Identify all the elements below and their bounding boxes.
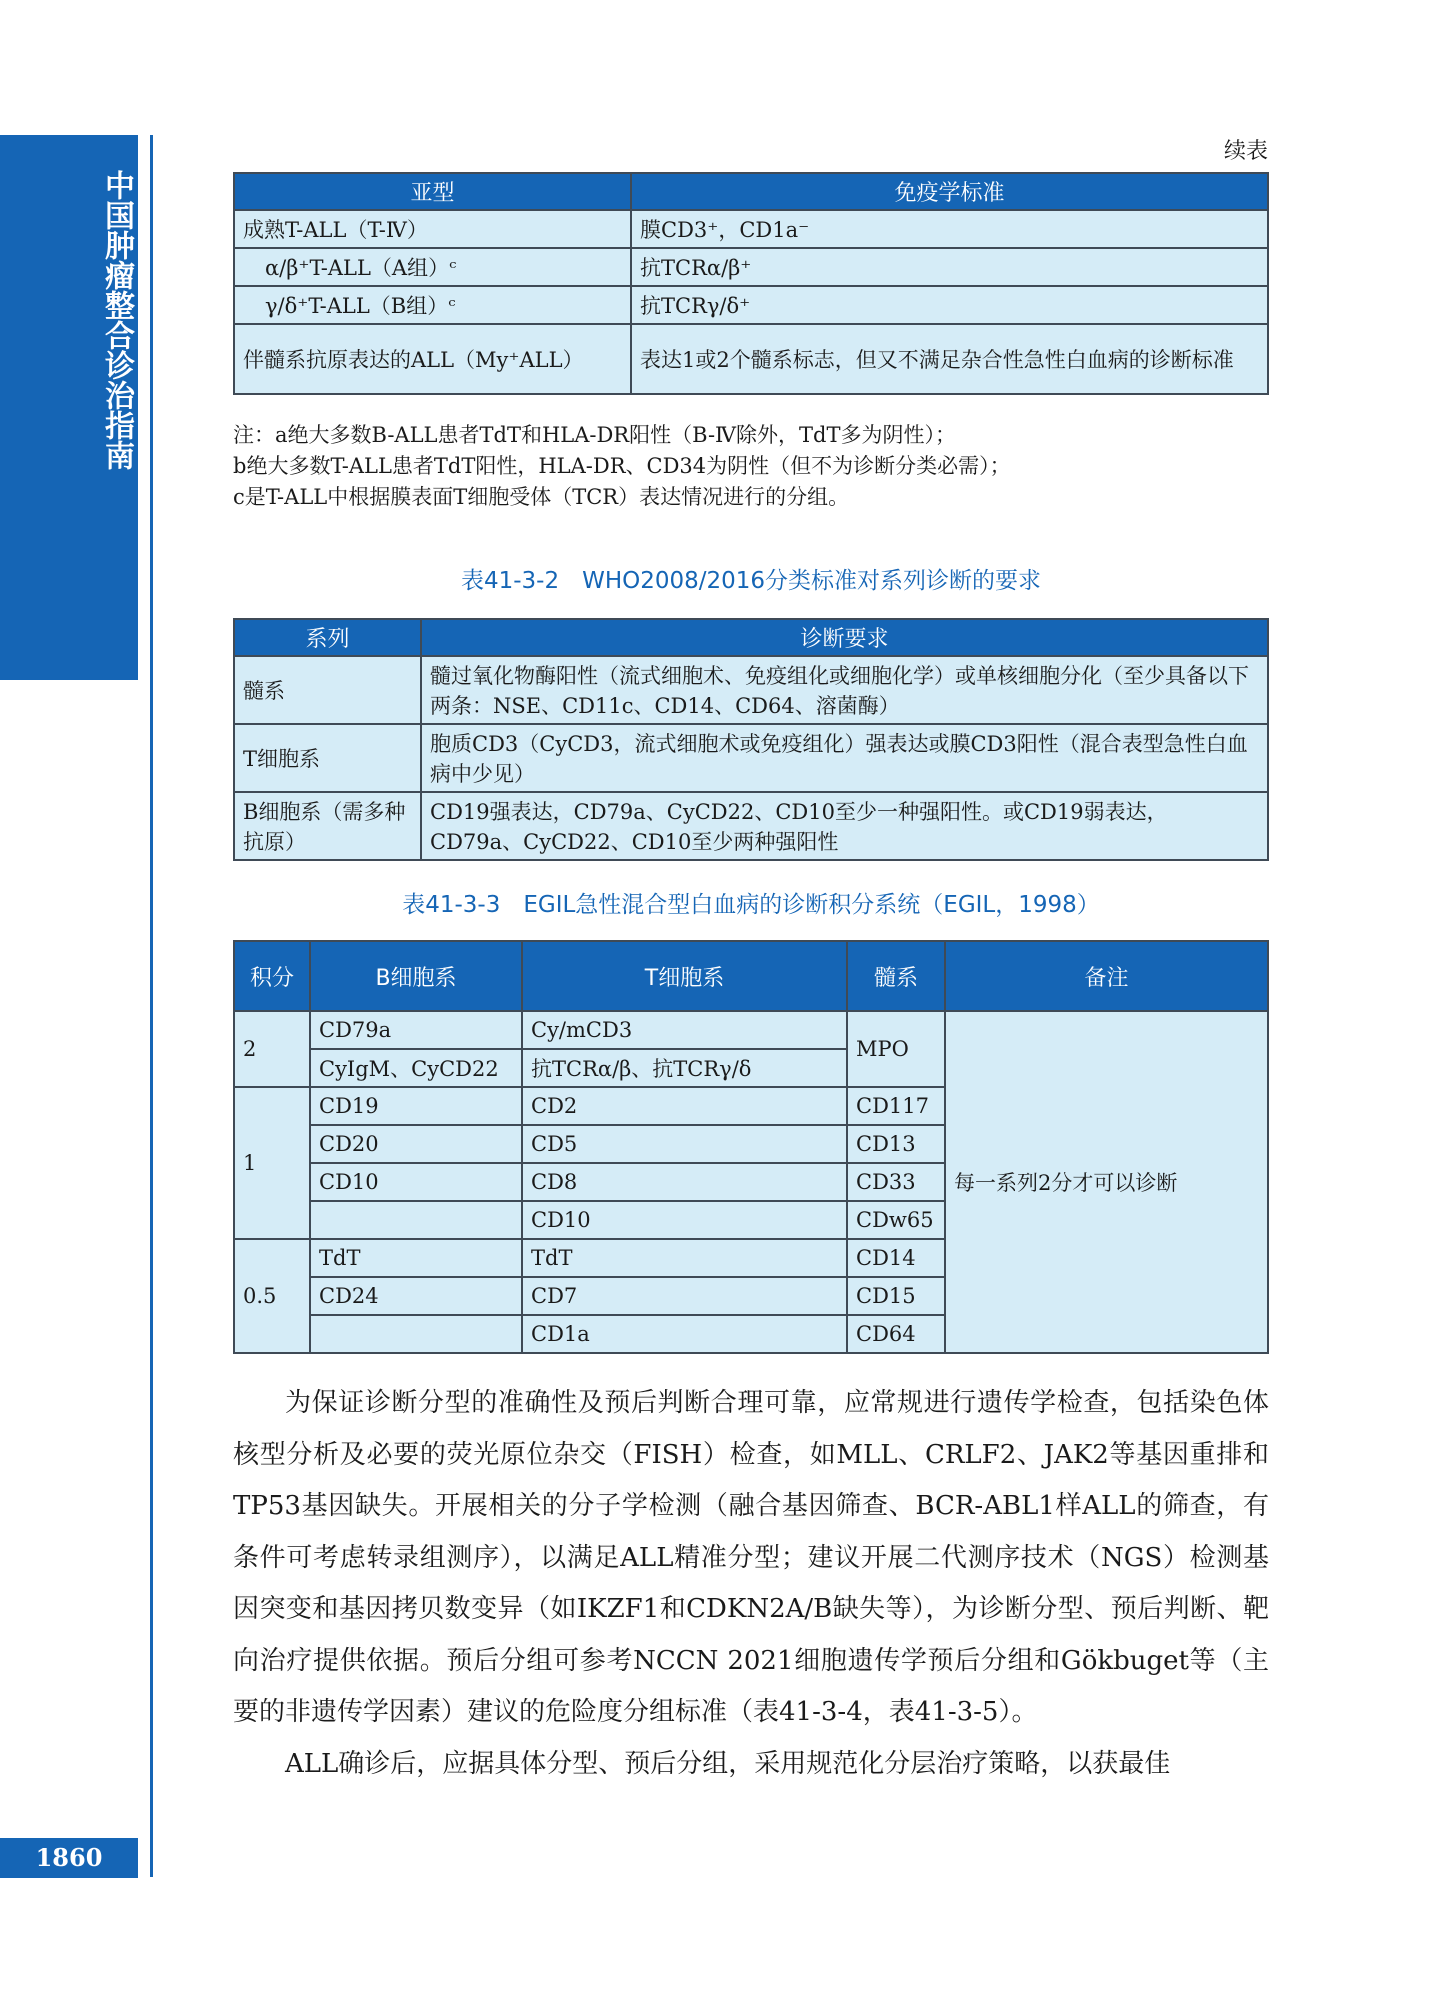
table-row bbox=[234, 286, 1268, 324]
cell-b-cell: CD19 bbox=[310, 1087, 522, 1125]
cell-score: 0.5 bbox=[234, 1239, 310, 1353]
cell-myeloid: CDw65 bbox=[847, 1201, 945, 1239]
cell-subtype: γ/δ⁺T-ALL（B组）ᶜ bbox=[234, 286, 631, 324]
table-egil-scoring bbox=[233, 940, 1269, 1354]
header-score: 积分 bbox=[234, 941, 310, 1011]
cell-remark: 每一系列2分才可以诊断 bbox=[945, 1011, 1268, 1353]
table-row bbox=[234, 210, 1268, 248]
cell-b-cell: CyIgM、CyCD22 bbox=[310, 1049, 522, 1087]
cell-b-cell bbox=[310, 1201, 522, 1239]
cell-t-cell: CD8 bbox=[522, 1163, 847, 1201]
cell-score: 2 bbox=[234, 1011, 310, 1087]
header-t-cell: T细胞系 bbox=[522, 941, 847, 1011]
table-header-row bbox=[234, 941, 1268, 1011]
page-number: 1860 bbox=[0, 1838, 138, 1878]
continuation-label: 续表 bbox=[1223, 139, 1268, 164]
cell-b-cell: CD79a bbox=[310, 1011, 522, 1049]
cell-myeloid: MPO bbox=[847, 1011, 945, 1087]
header-requirement: 诊断要求 bbox=[421, 619, 1268, 656]
cell-myeloid: CD15 bbox=[847, 1277, 945, 1315]
cell-t-cell: CD2 bbox=[522, 1087, 847, 1125]
cell-requirement: 髓过氧化物酶阳性（流式细胞术、免疫组化或细胞化学）或单核细胞分化（至少具备以下两条：NSE、CD11c、CD14、CD64、溶菌酶） bbox=[421, 656, 1268, 724]
header-subtype: 亚型 bbox=[234, 173, 631, 210]
note-line: b绝大多数T-ALL患者TdT阳性，HLA-DR、CD34为阴性（但不为诊断分类必需）； bbox=[233, 454, 1011, 478]
cell-requirement: CD19强表达，CD79a、CyCD22、CD10至少一种强阳性。或CD19弱表达，CD79a、CyCD22、CD10至少两种强阳性 bbox=[421, 792, 1268, 860]
table-row bbox=[234, 724, 1268, 792]
cell-subtype: 成熟T-ALL（T-Ⅳ） bbox=[234, 210, 631, 248]
table-header-row bbox=[234, 619, 1268, 656]
cell-t-cell: CD10 bbox=[522, 1201, 847, 1239]
header-immunology: 免疫学标准 bbox=[631, 173, 1268, 210]
cell-t-cell: CD1a bbox=[522, 1315, 847, 1353]
cell-b-cell bbox=[310, 1315, 522, 1353]
book-title: 中国肿瘤整合诊治指南 bbox=[99, 170, 134, 470]
table-row bbox=[234, 792, 1268, 860]
header-lineage: 系列 bbox=[234, 619, 421, 656]
table-header-row bbox=[234, 173, 1268, 210]
cell-score: 1 bbox=[234, 1087, 310, 1239]
body-paragraph: 为保证诊断分型的准确性及预后判断合理可靠，应常规进行遗传学检查，包括染色体核型分析及必要的荧光原位杂交（FISH）检查，如MLL、CRLF2、JAK2等基因重排和TP53基因缺失。开展相关的分子学检测（融合基因筛查、BCR-ABL1样ALL的筛查，有条件可考虑转录组测序），以满足ALL精准分型；建议开展二代测序技术（NGS）检测基因突变和基因拷贝数变异（如IKZF1和CDKN2A/B缺失等），为诊断分型、预后判断、靶向治疗提供依据。预后分组可参考NCCN 2021细胞遗传学预后分组和Gökbuget等（主要的非遗传学因素）建议的危险度分组标准（表41-3-4，表41-3-5）。 bbox=[233, 1388, 1269, 1727]
cell-myeloid: CD64 bbox=[847, 1315, 945, 1353]
cell-lineage: B细胞系（需多种抗原） bbox=[234, 792, 421, 860]
cell-t-cell: 抗TCRα/β、抗TCRγ/δ bbox=[522, 1049, 847, 1087]
cell-lineage: T细胞系 bbox=[234, 724, 421, 792]
cell-b-cell: CD10 bbox=[310, 1163, 522, 1201]
cell-criteria: 膜CD3⁺，CD1a⁻ bbox=[631, 210, 1268, 248]
cell-b-cell: TdT bbox=[310, 1239, 522, 1277]
cell-myeloid: CD14 bbox=[847, 1239, 945, 1277]
header-myeloid: 髓系 bbox=[847, 941, 945, 1011]
cell-b-cell: CD20 bbox=[310, 1125, 522, 1163]
cell-myeloid: CD13 bbox=[847, 1125, 945, 1163]
note-line: 注：a绝大多数B-ALL患者TdT和HLA-DR阳性（B-Ⅳ除外，TdT多为阴性）； bbox=[233, 423, 956, 447]
table-subtypes bbox=[233, 172, 1269, 395]
cell-criteria: 表达1或2个髓系标志，但又不满足杂合性急性白血病的诊断标准 bbox=[631, 324, 1268, 394]
cell-myeloid: CD117 bbox=[847, 1087, 945, 1125]
cell-subtype: α/β⁺T-ALL（A组）ᶜ bbox=[234, 248, 631, 286]
cell-lineage: 髓系 bbox=[234, 656, 421, 724]
table-row bbox=[234, 248, 1268, 286]
margin-rule bbox=[150, 135, 153, 1877]
table-row bbox=[234, 324, 1268, 394]
cell-b-cell: CD24 bbox=[310, 1277, 522, 1315]
table2-caption: 表41-3-2 WHO2008/2016分类标准对系列诊断的要求 bbox=[460, 568, 1042, 594]
body-text bbox=[233, 1378, 1269, 1790]
cell-t-cell: CD7 bbox=[522, 1277, 847, 1315]
header-remark: 备注 bbox=[945, 941, 1268, 1011]
cell-subtype: 伴髓系抗原表达的ALL（My⁺ALL） bbox=[234, 324, 631, 394]
body-paragraph: ALL确诊后，应据具体分型、预后分组，采用规范化分层治疗策略，以获最佳 bbox=[285, 1748, 1171, 1779]
table-row bbox=[234, 656, 1268, 724]
cell-myeloid: CD33 bbox=[847, 1163, 945, 1201]
cell-t-cell: CD5 bbox=[522, 1125, 847, 1163]
cell-t-cell: Cy/mCD3 bbox=[522, 1011, 847, 1049]
table-notes bbox=[233, 420, 1011, 513]
table3-caption: 表41-3-3 EGIL急性混合型白血病的诊断积分系统（EGIL，1998） bbox=[402, 892, 1100, 918]
cell-criteria: 抗TCRα/β⁺ bbox=[631, 248, 1268, 286]
note-line: c是T-ALL中根据膜表面T细胞受体（TCR）表达情况进行的分组。 bbox=[233, 485, 850, 509]
cell-t-cell: TdT bbox=[522, 1239, 847, 1277]
header-b-cell: B细胞系 bbox=[310, 941, 522, 1011]
table-lineage-requirements bbox=[233, 618, 1269, 861]
table-row bbox=[234, 1011, 1268, 1049]
cell-requirement: 胞质CD3（CyCD3，流式细胞术或免疫组化）强表达或膜CD3阳性（混合表型急性白血病中少见） bbox=[421, 724, 1268, 792]
cell-criteria: 抗TCRγ/δ⁺ bbox=[631, 286, 1268, 324]
